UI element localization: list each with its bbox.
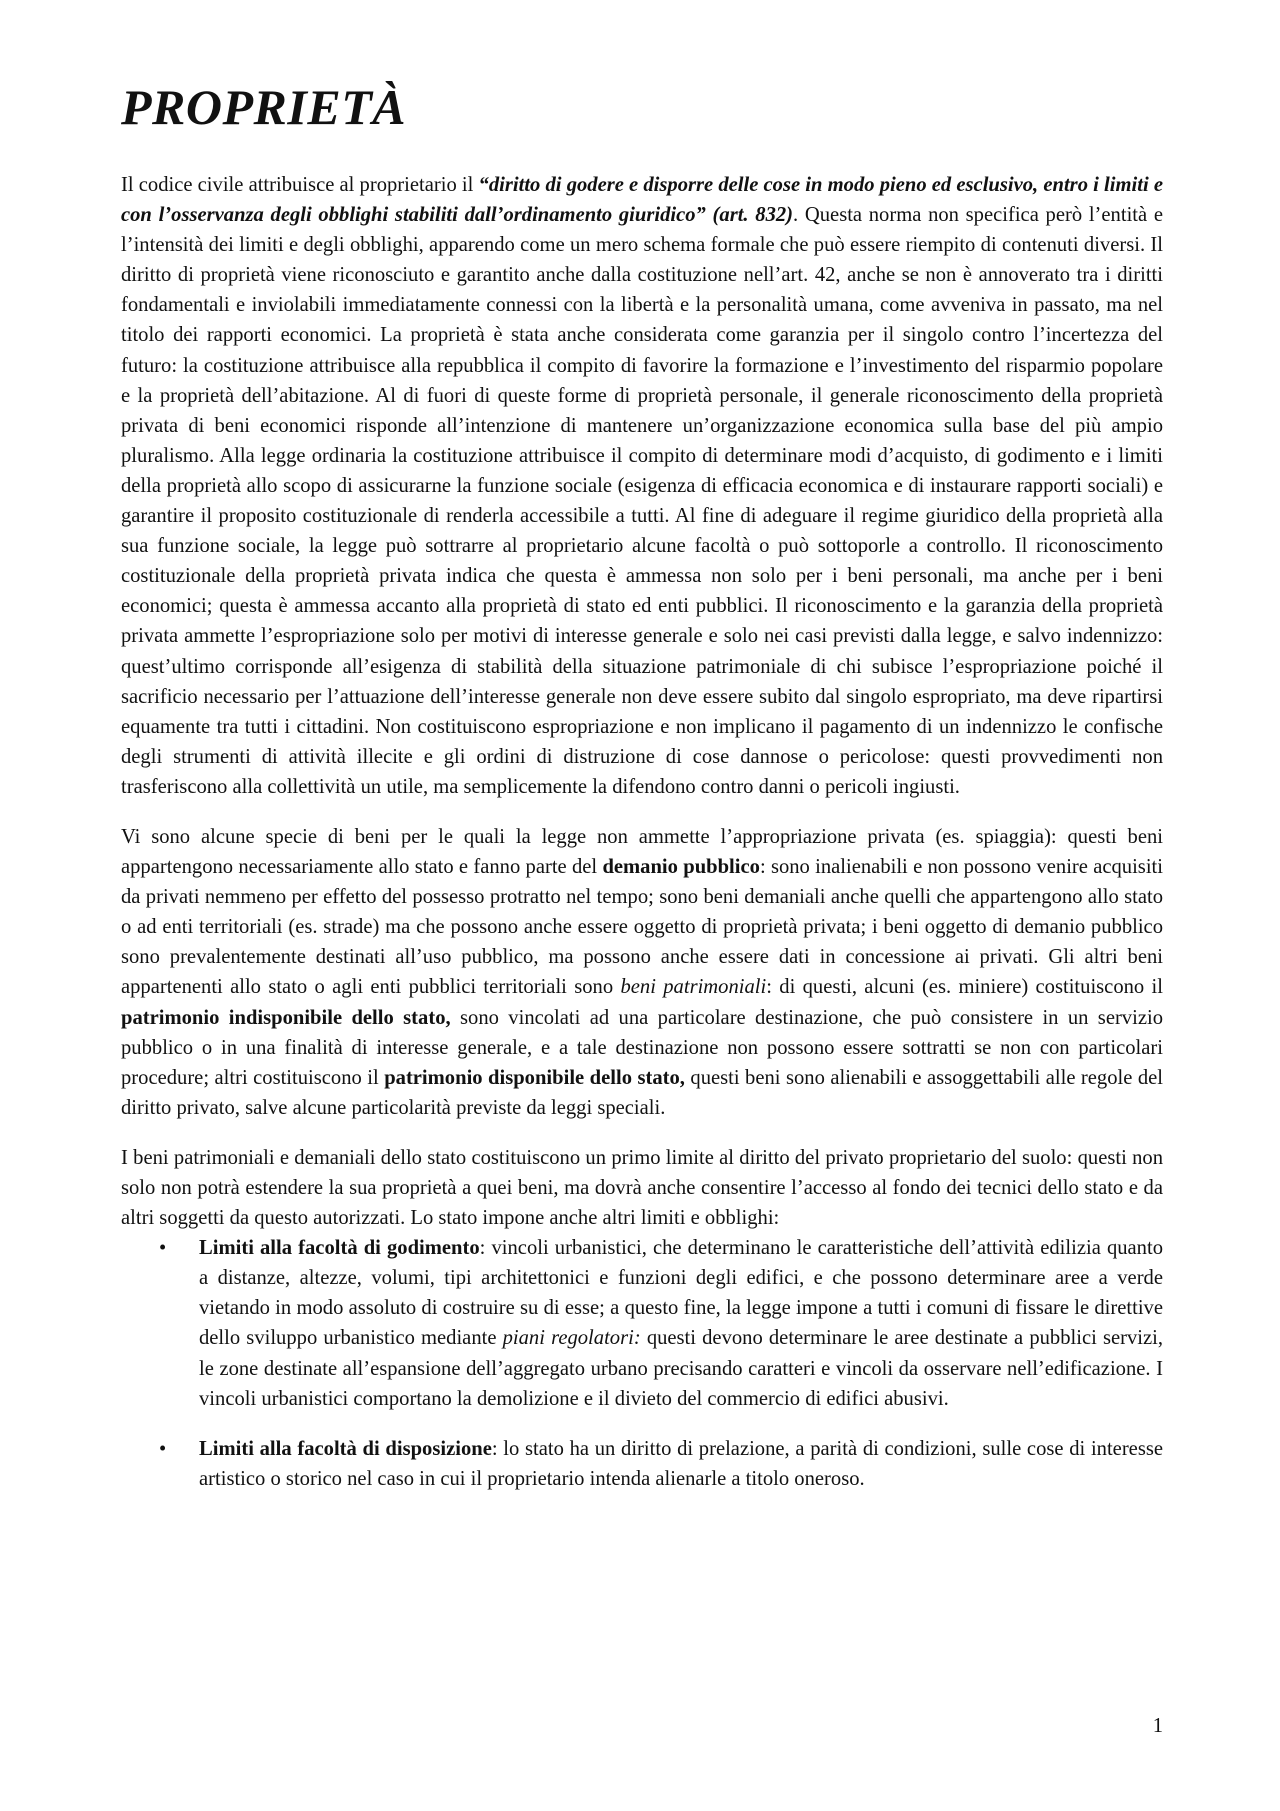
paragraph-2: [121, 822, 1163, 1123]
page-number: 1: [1152, 1715, 1163, 1737]
paragraph-2-text-c: : di questi, alcuni (es. miniere) costituiscono il: [766, 976, 1163, 999]
article-832-quote: “diritto di godere e disporre delle cose in modo pieno ed esclusivo, entro i limiti e con l’osservanza degli obblighi stabiliti dall’ordinamento giuridico” (art. 832): [121, 174, 1163, 227]
paragraph-2-text-a: Vi sono alcune specie di beni per le quali la legge non ammette l’appropriazione privata (es. spiaggia): questi beni appartengono necessariamente allo stato e fanno parte del: [121, 825, 1163, 879]
term-patrimonio-disponibile: patrimonio disponibile dello stato,: [384, 1066, 685, 1089]
paragraph-3: [121, 1143, 1163, 1233]
bullet-icon: •: [159, 1237, 167, 1260]
paragraph-2-text-d: sono vincolati ad una particolare destinazione, che può consistere in un servizio pubblico o in una finalità di interesse generale, e a tale destinazione non possono essere sottratti se non con particolari procedure; altri costituiscono il: [121, 1006, 1163, 1089]
paragraph-3-text: I beni patrimoniali e demaniali dello stato costituiscono un primo limite al diritto del privato proprietario del suolo: questi non solo non potrà estendere la sua proprietà a quei beni, ma dovrà anche consentire l’accesso al fondo dei tecnici dello stato e da altri soggetti da questo autorizzati. Lo stato impone anche altri limiti e obblighi:: [121, 1146, 1163, 1230]
list-item: [121, 1434, 1163, 1494]
document-body: [121, 74, 1163, 1514]
term-patrimonio-indisponibile: patrimonio indisponibile dello stato,: [121, 1006, 451, 1029]
paragraph-1-text-b: . Questa norma non specifica però l’entità e l’intensità dei limiti e degli obblighi, apparendo come un mero schema formale che può essere riempito di contenuti diversi. Il diritto di proprietà viene riconosciuto e garantito anche dalla costituzione nell’art. 42, anche se non è annoverato tra i diritti fondamentali e inviolabili immediatamente connessi con la libertà e la personalità umana, come avveniva in passato, ma nel titolo dei rapporti economici. La proprietà è stata anche considerata come garanzia per il singolo contro l’incertezza del futuro: la costituzione attribuisce alla repubblica il compito di favorire la formazione e l’investimento del risparmio popolare e la proprietà dell’abitazione. Al di fuori di queste forme di proprietà personale, il generale riconoscimento della proprietà privata di beni economici risponde all’intenzione di mantenere un’organizzazione economica sulla base del più ampio pluralismo. Alla legge ordinaria la costituzione attribuisce il compito di determinare modi d’acquisto, di godimento e i limiti della proprietà allo scopo di assicurarne la funzione sociale (esigenza di efficacia economica e di instaurare rapporti sociali) e garantire il proposito costituzionale di renderla accessibile a tutti. Al fine di adeguare il regime giuridico della proprietà alla sua funzione sociale, la legge può sottrarre al proprietario alcune facoltà o può sottoporle a controllo. Il riconoscimento costituzionale della proprietà privata indica che questa è ammessa non solo per i beni personali, ma anche per i beni economici; questa è ammessa accanto alla proprietà di stato ed enti pubblici. Il riconoscimento e la garanzia della proprietà privata ammette l’espropriazione solo per motivi di interesse generale e solo nei casi previsti dalla legge, e salvo indennizzo: quest’ultimo corrisponde all’esigenza di stabilità della situazione patrimoniale di chi subisce l’espropriazione poiché il sacrificio necessario per l’attuazione dell’interesse generale non deve essere subito dal singolo espropriato, ma deve ripartirsi equamente tra tutti i cittadini. Non costituiscono espropriazione e non implicano il pagamento di un indennizzo le confische degli strumenti di attività illecite e gli ordini di distruzione di cose dannose o pericolose: questi provvedimenti non trasferiscono alla collettività un utile, ma semplicemente la difendono contro danni o pericoli ingiusti.: [121, 204, 1163, 798]
paragraph-1: [121, 170, 1163, 802]
list-item-heading: Limiti alla facoltà di godimento: [199, 1237, 480, 1260]
term-piani-regolatori: piani regolatori:: [502, 1327, 641, 1350]
list-item: [121, 1233, 1163, 1414]
limits-list: [121, 1233, 1163, 1494]
paragraph-2-text-b: : sono inalienabili e non possono venire acquisiti da privati nemmeno per effetto del possesso protratto nel tempo; sono beni demaniali anche quelli che appartengono allo stato o ad enti territoriali (es. strade) ma che possono anche essere oggetto di proprietà privata; i beni oggetto di demanio pubblico sono prevalentemente destinati all’uso pubblico, ma possono anche essere dati in concessione ai privati. Gli altri beni appartenenti allo stato o agli enti pubblici territoriali sono: [121, 856, 1163, 999]
list-item-text-a: : vincoli urbanistici, che determinano le caratteristiche dell’attività edilizia quanto a distanze, altezze, volumi, tipi architettonici e funzioni degli edifici, e che possono determinare aree a verde vietando in modo assoluto di costruire su di esse; a questo fine, la legge impone a tutti i comuni di fissare le direttive dello sviluppo urbanistico mediante: [199, 1237, 1163, 1350]
bullet-icon: •: [159, 1437, 167, 1460]
term-beni-patrimoniali: beni patrimoniali: [620, 976, 767, 999]
page-title: PROPRIETÀ: [121, 79, 407, 135]
list-item-heading: Limiti alla facoltà di disposizione: [199, 1437, 492, 1460]
paragraph-2-text-e: questi beni sono alienabili e assoggettabili alle regole del diritto privato, salve alcune particolarità previste da leggi speciali.: [121, 1066, 1163, 1119]
paragraph-1-text-a: Il codice civile attribuisce al proprietario il: [121, 174, 479, 196]
list-item-text-a: : lo stato ha un diritto di prelazione, a parità di condizioni, sulle cose di interesse artistico o storico nel caso in cui il proprietario intenda alienarle a titolo oneroso.: [199, 1437, 1163, 1490]
term-demanio-pubblico: demanio pubblico: [602, 856, 760, 879]
list-item-text-b: questi devono determinare le aree destinate a pubblici servizi, le zone destinate all’espansione dell’aggregato urbano precisando caratteri e vincoli da osservare nell’edificazione. I vincoli urbanistici comportano la demolizione e il divieto del commercio di edifici abusivi.: [199, 1327, 1163, 1410]
